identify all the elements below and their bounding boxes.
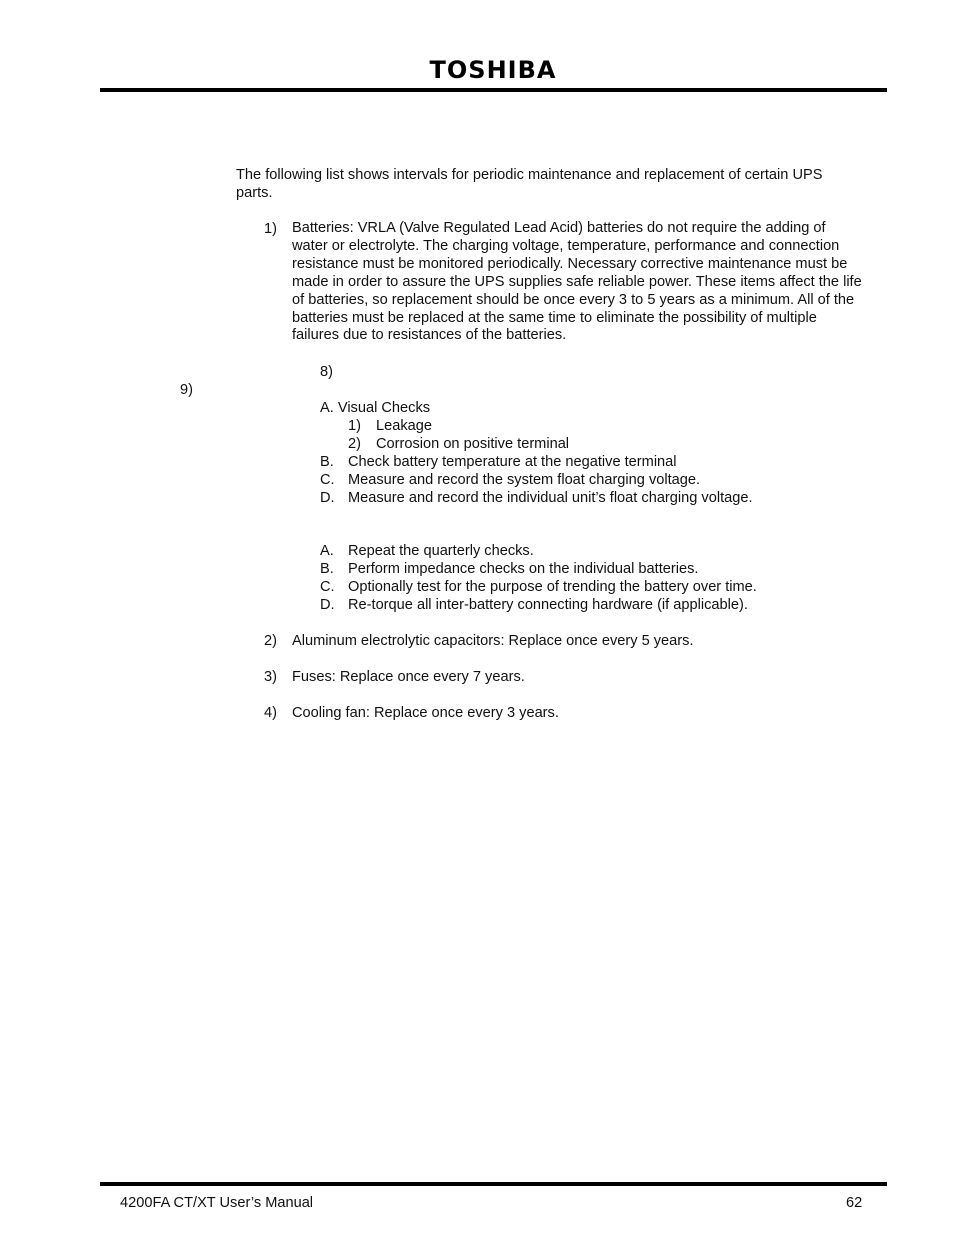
intro-line-1: The following list shows intervals for periodic maintenance and replacement of certain UPS	[236, 167, 823, 183]
quarterly-item-c-letter: C.	[320, 472, 335, 488]
quarterly-sub-1-text: Leakage	[376, 418, 432, 434]
item-2-text: Aluminum electrolytic capacitors: Replace once every 5 years.	[292, 633, 694, 649]
annual-item-b-letter: B.	[320, 561, 334, 577]
annual-item-b-text: Perform impedance checks on the individual batteries.	[348, 561, 699, 577]
quarterly-item-b-letter: B.	[320, 454, 334, 470]
quarterly-item-b-text: Check battery temperature at the negative terminal	[348, 454, 677, 470]
quarterly-visual-checks: A. Visual Checks	[320, 400, 431, 416]
annual-item-d-letter: D.	[320, 597, 335, 613]
quarterly-sub-2-number: 2)	[348, 436, 361, 452]
annual-item-c-text: Optionally test for the purpose of trending the battery over time.	[348, 579, 757, 595]
annual-item-c-letter: C.	[320, 579, 335, 595]
footer-page-number: 62	[846, 1195, 863, 1211]
quarterly-sub-2-text: Corrosion on positive terminal	[376, 436, 570, 452]
quarterly-item-c-text: Measure and record the system float charging voltage.	[348, 472, 701, 488]
quarterly-sub-1-number: 1)	[348, 418, 361, 434]
annual-item-a-letter: A.	[320, 543, 334, 559]
item-4-number: 4)	[264, 705, 277, 721]
quarterly-item-d-letter: D.	[320, 490, 335, 506]
header-rule	[100, 88, 887, 92]
quarterly-item-d-text: Measure and record the individual unit’s float charging voltage.	[348, 490, 753, 506]
annual-item-a-text: Repeat the quarterly checks.	[348, 543, 534, 559]
item-4-text: Cooling fan: Replace once every 3 years.	[292, 705, 559, 721]
footer-manual-title: 4200FA CT/XT User’s Manual	[120, 1195, 314, 1211]
stray-number-9: 9)	[180, 382, 193, 398]
item-2-number: 2)	[264, 633, 277, 649]
item-1-text: Batteries: VRLA (Valve Regulated Lead Acid) batteries do not require the adding of water or electrolyte. The charging voltage, temperature, performance and connection resistance must be monitored periodically. Necessary corrective maintenance must be made in order to assure the UPS supplies safe reliable power. These items affect the life of batteries, so replacement should be once every 3 to 5 years as a minimum. All of the batteries must be replaced at the same time to eliminate the possibility of multiple failures due to resistances of the batteries.	[292, 220, 862, 344]
item-1-number: 1)	[264, 221, 277, 237]
intro-line-2: parts.	[236, 185, 273, 201]
item-3-text: Fuses: Replace once every 7 years.	[292, 669, 525, 685]
toshiba-logo: TOSHIBA	[429, 56, 557, 84]
footer-rule	[100, 1182, 887, 1186]
stray-number-8: 8)	[320, 364, 333, 380]
annual-item-d-text: Re-torque all inter-battery connecting hardware (if applicable).	[348, 597, 748, 613]
item-3-number: 3)	[264, 669, 277, 685]
